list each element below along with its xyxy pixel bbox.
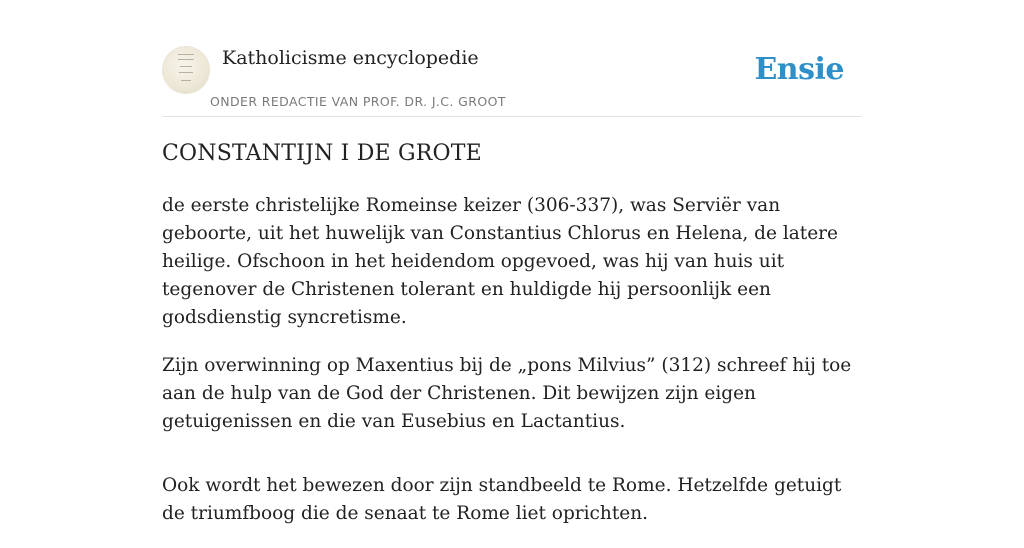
ensie-logo[interactable]: Ensie (754, 52, 844, 87)
entry-paragraph: Zijn overwinning op Maxentius bij de „pons Milvius” (312) schreef hij toe aan de hulp van de God der Christenen. Dit bewijzen zijn eigen getuigenissen en die van Eusebius en Lactantius. (162, 355, 852, 432)
book-title[interactable]: Katholicisme encyclopedie (222, 47, 479, 69)
editor-subtitle: ONDER REDACTIE VAN PROF. DR. J.C. GROOT (210, 94, 506, 109)
page-header (162, 44, 862, 117)
entry-paragraph: Ook wordt het bewezen door zijn standbeeld te Rome. Hetzelfde getuigt de triumfboog die de senaat te Rome liet oprichten. (162, 475, 842, 524)
book-cover-thumbnail[interactable] (162, 46, 210, 94)
entry-title: CONSTANTIJN I DE GROTE (162, 141, 482, 166)
entry-body (162, 192, 862, 548)
entry-paragraph: de eerste christelijke Romeinse keizer (306-337), was Serviër van geboorte, uit het huwelijk van Constantius Chlorus en Helena, de latere heilige. Ofschoon in het heidendom opgevoed, was hij van huis uit tegenover de Christenen tolerant en huldigde hij persoonlijk een godsdienstig syncretisme. (162, 195, 838, 328)
